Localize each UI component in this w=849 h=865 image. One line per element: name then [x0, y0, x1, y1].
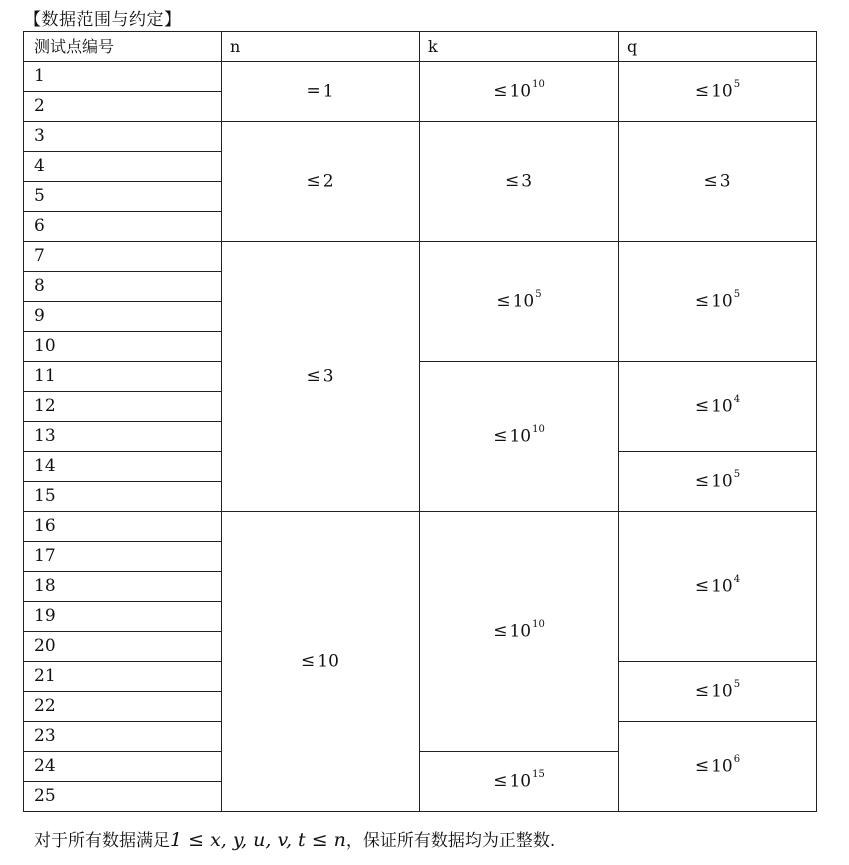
q-exp: 4 [733, 573, 741, 585]
n-base: 3 [322, 366, 334, 387]
q-base: 3 [719, 171, 731, 192]
k-base: 10 [509, 771, 532, 792]
q-op: ≤ [694, 291, 710, 312]
n-op: ≤ [301, 651, 316, 672]
k-op: ≤ [504, 171, 520, 192]
n-base: 10 [317, 651, 339, 672]
n-op: = [306, 81, 321, 102]
constraints-table [23, 31, 817, 812]
test-id-cell: 12 [24, 392, 222, 422]
col-header-test-id: 测试点编号 [24, 32, 222, 62]
test-id-cell: 24 [24, 752, 222, 782]
k-exp: 10 [532, 423, 545, 435]
n-base: 1 [322, 81, 334, 102]
footer-note [34, 826, 555, 851]
k-exp: 10 [532, 78, 545, 90]
test-id-cell: 9 [24, 302, 222, 332]
col-header-q: q [619, 32, 817, 62]
test-id-cell: 11 [24, 362, 222, 392]
q-base: 10 [711, 576, 733, 597]
k-base: 10 [509, 426, 532, 447]
test-id-cell: 19 [24, 602, 222, 632]
n-range-cell [222, 62, 420, 122]
test-id-cell: 8 [24, 272, 222, 302]
q-exp: 4 [733, 393, 741, 405]
q-exp: 5 [733, 468, 741, 480]
col-header-k: k [420, 32, 619, 62]
k-base: 10 [509, 621, 532, 642]
q-range-cell [619, 452, 817, 512]
q-op: ≤ [703, 171, 718, 192]
test-id-cell: 3 [24, 122, 222, 152]
k-base: 10 [512, 291, 535, 312]
k-op: ≤ [493, 771, 508, 792]
n-op: ≤ [306, 366, 321, 387]
test-id-cell: 23 [24, 722, 222, 752]
q-exp: 6 [733, 753, 741, 765]
k-range-cell [420, 122, 619, 242]
q-range-cell [619, 512, 817, 662]
k-op: ≤ [496, 291, 511, 312]
k-range-cell [420, 242, 619, 362]
n-range-cell [222, 512, 420, 812]
k-base: 3 [521, 171, 533, 192]
test-id-cell: 25 [24, 782, 222, 812]
test-id-cell: 1 [24, 62, 222, 92]
q-range-cell [619, 722, 817, 812]
n-op: ≤ [306, 171, 321, 192]
test-id-cell: 20 [24, 632, 222, 662]
k-exp: 5 [535, 288, 542, 300]
q-base: 10 [711, 471, 733, 492]
col-header-n: n [222, 32, 420, 62]
k-base: 10 [509, 81, 532, 102]
q-range-cell [619, 662, 817, 722]
k-range-cell [420, 362, 619, 512]
q-exp: 5 [733, 678, 741, 690]
test-id-cell: 16 [24, 512, 222, 542]
q-op: ≤ [694, 396, 710, 417]
q-exp: 5 [733, 288, 741, 300]
test-id-cell: 4 [24, 152, 222, 182]
k-op: ≤ [493, 621, 508, 642]
footer-suffix: ，保证所有数据均为正整数. [345, 831, 556, 851]
q-range-cell [619, 62, 817, 122]
test-id-cell: 18 [24, 572, 222, 602]
footer-math: 1 ≤ x, y, u, v, t ≤ n [170, 829, 346, 851]
k-range-cell [420, 512, 619, 752]
k-range-cell [420, 752, 619, 812]
k-op: ≤ [493, 426, 508, 447]
q-op: ≤ [694, 681, 710, 702]
n-range-cell [222, 122, 420, 242]
n-base: 2 [322, 171, 334, 192]
test-id-cell: 2 [24, 92, 222, 122]
test-id-cell: 7 [24, 242, 222, 272]
q-range-cell [619, 122, 817, 242]
test-id-cell: 13 [24, 422, 222, 452]
q-op: ≤ [694, 756, 710, 777]
k-op: ≤ [493, 81, 508, 102]
n-range-cell [222, 242, 420, 512]
test-id-cell: 21 [24, 662, 222, 692]
k-exp: 10 [532, 618, 545, 630]
q-base: 10 [711, 291, 733, 312]
q-base: 10 [711, 756, 733, 777]
test-id-cell: 17 [24, 542, 222, 572]
q-base: 10 [711, 81, 733, 102]
test-id-cell: 14 [24, 452, 222, 482]
k-exp: 15 [532, 768, 545, 780]
test-id-cell: 6 [24, 212, 222, 242]
q-op: ≤ [694, 576, 710, 597]
footer-prefix: 对于所有数据满足 [34, 831, 170, 851]
test-id-cell: 22 [24, 692, 222, 722]
q-exp: 5 [733, 78, 741, 90]
q-op: ≤ [694, 81, 710, 102]
test-id-cell: 5 [24, 182, 222, 212]
q-op: ≤ [694, 471, 710, 492]
test-id-cell: 15 [24, 482, 222, 512]
header-row [24, 32, 817, 62]
q-base: 10 [711, 681, 733, 702]
q-base: 10 [711, 396, 733, 417]
q-range-cell [619, 362, 817, 452]
test-id-cell: 10 [24, 332, 222, 362]
section-heading: 【数据范围与约定】 [24, 10, 182, 30]
k-range-cell [420, 62, 619, 122]
q-range-cell [619, 242, 817, 362]
